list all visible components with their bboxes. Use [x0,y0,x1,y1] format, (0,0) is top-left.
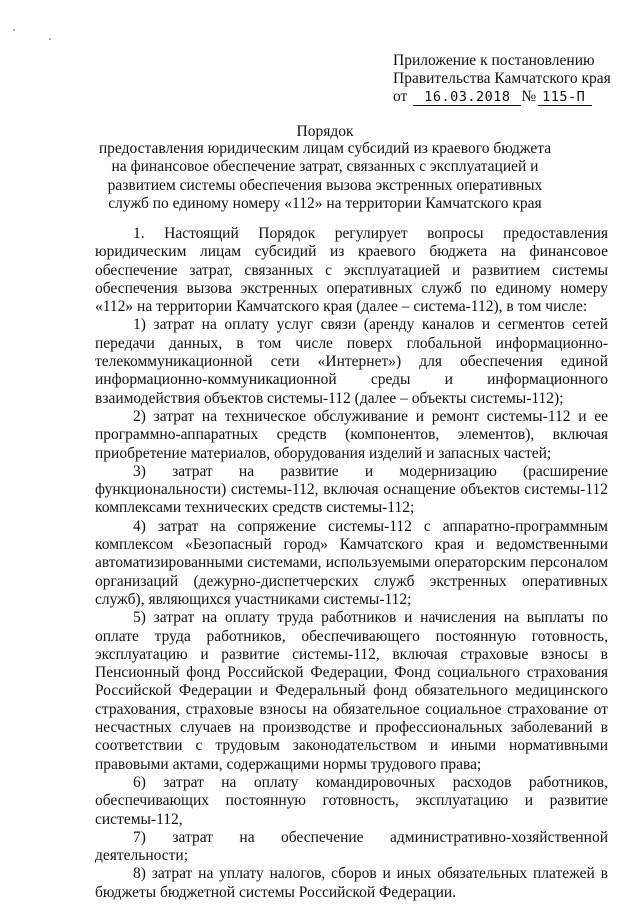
paragraph-item-8: 8) затрат на уплату налогов, сборов и иных обязательных платежей в бюджеты бюджетной системы Российской Федерации. [95,865,608,901]
date-prefix: от [393,88,408,105]
number-sign: № [521,88,537,105]
approval-line-1: Приложение к постановлению [393,52,595,69]
document-title: Порядок [296,123,354,140]
approval-line-2: Правительства Камчатского края [393,70,611,87]
document-body [95,225,608,902]
document-subtitle: предоставления юридическим лицам субсидий из краевого бюджета на финансовое обеспечение затрат, связанных с эксплуатацией и развитием системы обеспечения вызова экстренных оперативных служб по единому номеру «112» на территории Камчатского края [98,140,552,212]
paragraph-item-7: 7) затрат на обеспечение административно-хозяйственной деятельности; [95,828,608,865]
paragraph-item-4: 4) затрат на сопряжение системы-112 с аппаратно-программным комплексом «Безопасный город» Камчатского края и ведомственными автоматизированными системами, используемыми операторским персоналом организаций (дежурно-диспетчерских служб экстренных оперативных служб), являющихся участниками системы-112; [95,517,608,608]
document-number: 115-П [538,90,592,106]
approval-header [393,52,623,106]
paragraph-1: 1. Настоящий Порядок регулирует вопросы предоставления юридическим лицам субсидий из краевого бюджета на финансовое обеспечение затрат, связанных с эксплуатацией и развитием системы обеспечения вызова экстренных оперативных служб по единому номеру «112» на территории Камчатского края (далее – система-112), в том числе: [95,225,608,316]
document-date: 16.03.2018 [413,90,521,106]
scan-speck [13,29,15,31]
paragraph-item-5: 5) затрат на оплату труда работников и начисления на выплаты по оплате труда работников, обеспечивающего постоянную готовность, эксплуатацию и развитие системы-112, включая страховые взносы в Пенсионный фонд Российской Федерации, Фонд социального страхования Российской Федерации и Федеральный фонд обязательного медицинского страхования, страховые взносы на обязательное социальное страхование от несчастных случаев на производстве и профессиональных заболеваний в соответствии с трудовым законодательством и иными нормативными правовыми актами, содержащими нормы трудового права; [95,609,608,773]
approval-date-line [393,88,623,106]
paragraph-item-6: 6) затрат на оплату командировочных расходов работников, обеспечивающих постоянную готовность, эксплуатацию и развитие системы-112, [95,773,608,828]
scan-speck [49,38,51,40]
paragraph-item-3: 3) затрат на развитие и модернизацию (расширение функциональности) системы-112, включая оснащение объектов системы-112 комплексами технических средств системы-112; [95,462,608,517]
paragraph-item-1: 1) затрат на оплату услуг связи (аренду каналов и сегментов сетей передачи данных, в том числе поверх глобальной информационно-телекоммуникационной сети «Интернет») для обеспечения единой информационно-коммуникационной среды и информационного взаимодействия объектов системы-112 (далее – объекты системы-112); [95,316,608,407]
paragraph-item-2: 2) затрат на техническое обслуживание и ремонт системы-112 и ее программно-аппаратных средств (компонентов, элементов), включая приобретение материалов, оборудования изделий и запасных частей; [95,407,608,462]
